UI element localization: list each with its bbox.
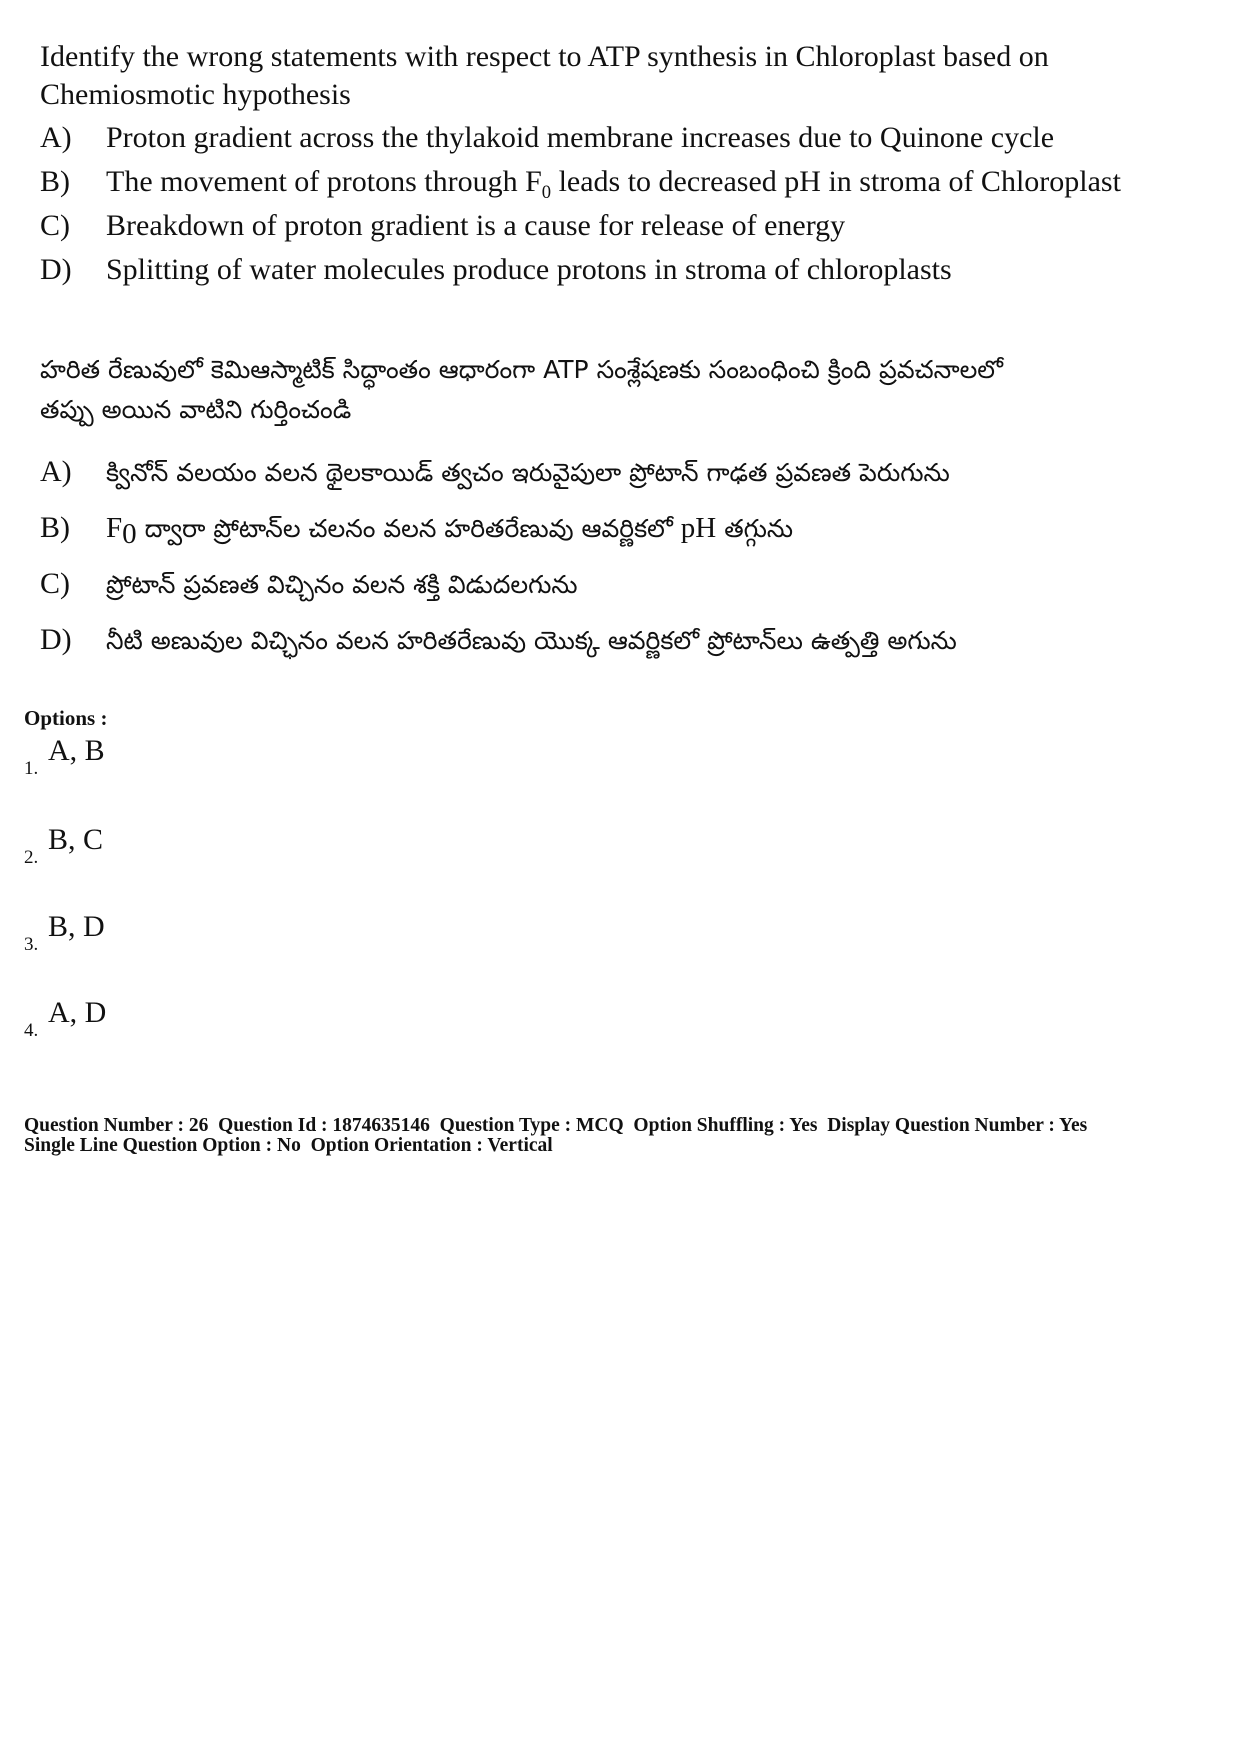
- option-number: 1.: [24, 758, 39, 779]
- statement-b-telugu: [40, 500, 1160, 556]
- metadata-line-2: Single Line Question Option : No Option Orientation : Vertical: [24, 1135, 553, 1156]
- statement-d-english: [40, 248, 1150, 292]
- statement-label: C): [40, 567, 70, 600]
- statement-text: క్వినోన్ వలయం వలన థైలకాయిడ్ త్వచం ఇరువైపులా ప్రోటాన్ గాఢత ప్రవణత పెరుగును: [106, 458, 950, 487]
- statement-label: B): [40, 511, 70, 544]
- statement-label: A): [40, 121, 72, 154]
- options-heading: Options :: [24, 706, 108, 730]
- option-2[interactable]: [24, 823, 104, 868]
- statement-label: A): [40, 455, 72, 488]
- statement-text: [106, 500, 1160, 562]
- statement-text: Proton gradient across the thylakoid membrane increases due to Quinone cycle: [106, 121, 1055, 154]
- statement-a-english: [40, 116, 1150, 160]
- statement-text-part: ద్వారా ప్రోటాన్‌ల చలనం వలన హరితరేణువు ఆవర్ణికలో: [136, 514, 681, 543]
- statement-text: Breakdown of proton gradient is a cause for release of energy: [106, 209, 846, 242]
- stem-line-1: Identify the wrong statements with respect to ATP synthesis in Chloroplast based on: [40, 40, 1049, 73]
- option-text: A, B: [48, 734, 105, 767]
- option-text: B, D: [48, 910, 105, 943]
- statement-label: D): [40, 253, 72, 286]
- question-stem-telugu: [40, 350, 1160, 430]
- statement-c-telugu: [40, 556, 1160, 612]
- metadata-line-1: Question Number : 26 Question Id : 1874635146 Question Type : MCQ Option Shuffling : Yes Display Question Number : Yes: [24, 1115, 1088, 1136]
- stem-line-1: హరిత రేణువులో కెమిఆస్మాటిక్ సిద్ధాంతం ఆధారంగా ATP సంశ్లేషణకు సంబంధించి క్రింది ప్రవచనాలలో: [40, 355, 1004, 384]
- statement-label: B): [40, 165, 70, 198]
- question-english: [40, 38, 1150, 292]
- statement-text-part: leads to decreased pH in stroma of Chloroplast: [551, 165, 1121, 198]
- statement-a-telugu: [40, 444, 1160, 500]
- option-number: 4.: [24, 1020, 39, 1041]
- statement-label: C): [40, 209, 70, 242]
- question-stem-english: [40, 38, 1150, 114]
- statement-text-part: తగ్గును: [716, 514, 794, 543]
- option-1[interactable]: [24, 734, 105, 779]
- statement-text-part: pH: [680, 512, 717, 544]
- statement-text: నీటి అణువుల విచ్ఛినం వలన హరితరేణువు యొక్క ఆవర్ణికలో ప్రోటాన్‌లు ఉత్పత్తి అగును: [106, 626, 957, 655]
- subscript: 0: [122, 518, 137, 550]
- option-4[interactable]: [24, 996, 107, 1041]
- statement-text: Splitting of water molecules produce protons in stroma of chloroplasts: [106, 253, 952, 286]
- question-telugu: [40, 350, 1160, 668]
- statement-label: D): [40, 623, 72, 656]
- statement-d-telugu: [40, 612, 1160, 668]
- option-text: B, C: [48, 823, 104, 856]
- statement-text-part: The movement of protons through F: [106, 165, 542, 198]
- statement-text-part: F: [106, 512, 123, 544]
- stem-line-2: తప్పు అయిన వాటిని గుర్తించండి: [40, 395, 352, 424]
- option-number: 2.: [24, 847, 39, 868]
- option-number: 3.: [24, 934, 39, 955]
- question-metadata: [24, 1116, 1224, 1156]
- statement-text: ప్రోటాన్ ప్రవణత విచ్చినం వలన శక్తి విడుదలగును: [106, 570, 578, 599]
- statement-c-english: [40, 204, 1150, 248]
- statement-b-english: [40, 160, 1150, 204]
- stem-line-2: Chemiosmotic hypothesis: [40, 78, 351, 111]
- option-text: A, D: [48, 996, 107, 1029]
- option-3[interactable]: [24, 910, 105, 955]
- subscript: 0: [541, 182, 552, 203]
